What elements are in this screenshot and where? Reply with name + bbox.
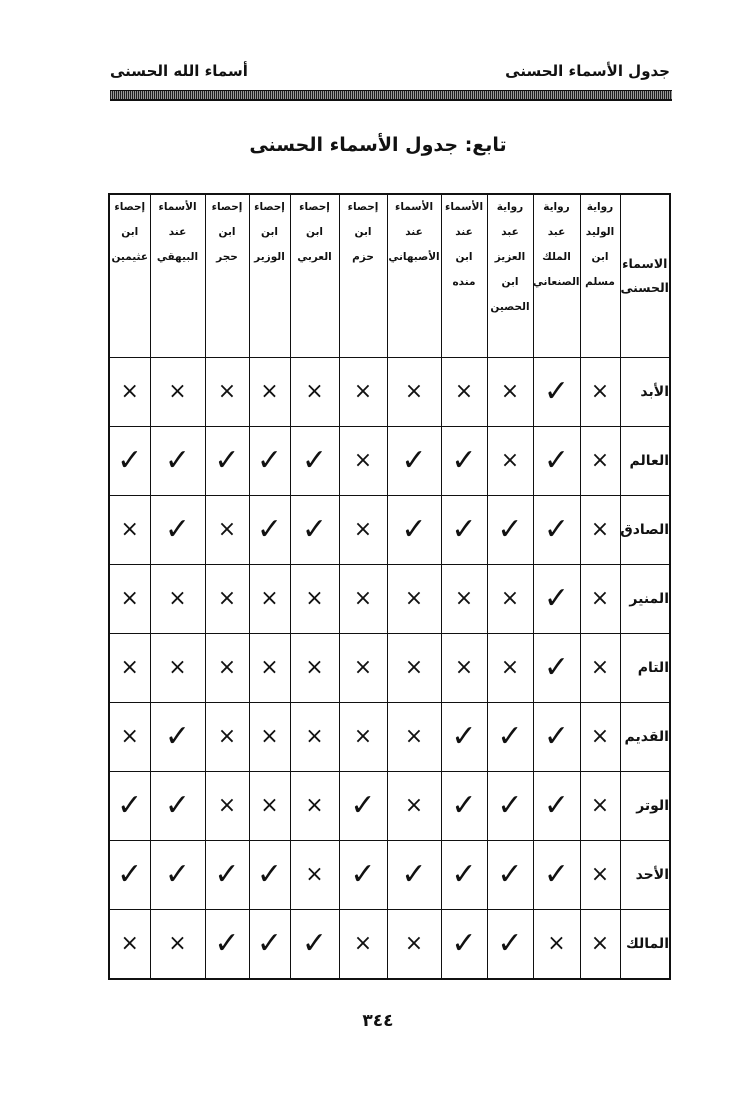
check-mark-icon: ✓ (497, 788, 523, 823)
mark-cell (339, 841, 387, 910)
check-mark-icon: ✓ (543, 374, 570, 409)
mark-cell (487, 358, 533, 427)
cross-mark-icon: × (260, 724, 279, 749)
column-header-line: إحصاء (254, 201, 285, 213)
mark-cell (387, 841, 441, 910)
mark-cell (249, 634, 290, 703)
mark-cell (109, 703, 150, 772)
column-header-line: عند (455, 226, 473, 238)
table-row (109, 910, 670, 980)
check-mark-icon: ✓ (117, 443, 143, 478)
column-header-line: عند (168, 226, 187, 238)
mark-cell (387, 634, 441, 703)
cross-mark-icon: × (590, 517, 610, 542)
column-header (487, 194, 533, 358)
column-header (339, 194, 387, 358)
mark-cell (205, 841, 249, 910)
mark-cell (249, 496, 290, 565)
mark-cell (339, 703, 387, 772)
check-mark-icon: ✓ (350, 857, 376, 892)
table-row (109, 634, 670, 703)
mark-cell (249, 358, 290, 427)
check-mark-icon: ✓ (401, 443, 427, 478)
running-head-left: أسماء الله الحسنى (110, 62, 248, 80)
table-row (109, 565, 670, 634)
cross-mark-icon: × (454, 655, 474, 680)
check-mark-icon: ✓ (301, 926, 328, 961)
mark-cell (249, 703, 290, 772)
mark-cell (109, 772, 150, 841)
mark-cell (387, 910, 441, 980)
mark-cell (205, 772, 249, 841)
cross-mark-icon: × (547, 931, 566, 956)
running-head-right: جدول الأسماء الحسنى (505, 62, 670, 80)
cross-mark-icon: × (590, 793, 610, 818)
mark-cell (441, 910, 487, 980)
mark-cell (387, 703, 441, 772)
row-name: الأحد (620, 841, 670, 910)
mark-cell (387, 358, 441, 427)
column-header (441, 194, 487, 358)
mark-cell (487, 703, 533, 772)
mark-cell (533, 358, 580, 427)
mark-cell (249, 910, 290, 980)
check-mark-icon: ✓ (543, 857, 570, 892)
check-mark-icon: ✓ (164, 857, 191, 892)
column-header-line: إحصاء (114, 201, 146, 213)
cross-mark-icon: × (217, 586, 237, 611)
mark-cell (580, 703, 620, 772)
column-header-line: منده (452, 276, 476, 288)
column-header-line: ابن (501, 276, 519, 288)
mark-cell (533, 427, 580, 496)
mark-cell (150, 703, 205, 772)
column-header-line: البيهقي (156, 251, 199, 263)
column-header-line: رواية (543, 201, 570, 213)
check-mark-icon: ✓ (451, 512, 477, 547)
column-header-line: ابن (354, 226, 372, 238)
column-header (205, 194, 249, 358)
row-name: المالك (620, 910, 670, 980)
mark-cell (441, 772, 487, 841)
mark-cell (290, 496, 339, 565)
mark-cell (339, 910, 387, 980)
mark-cell (441, 427, 487, 496)
mark-cell (290, 427, 339, 496)
mark-cell (533, 565, 580, 634)
column-header-line: ابن (306, 226, 323, 238)
mark-cell (441, 565, 487, 634)
check-mark-icon: ✓ (164, 788, 191, 823)
mark-cell (290, 703, 339, 772)
cross-mark-icon: × (500, 448, 520, 473)
mark-cell (580, 496, 620, 565)
column-header-line: ابن (455, 251, 473, 263)
mark-cell (533, 910, 580, 980)
row-name: الأبد (620, 358, 670, 427)
cross-mark-icon: × (404, 793, 424, 818)
mark-cell (387, 565, 441, 634)
mark-cell (441, 496, 487, 565)
mark-cell (249, 427, 290, 496)
column-header-line: الأصبهاني (388, 251, 440, 263)
mark-cell (290, 772, 339, 841)
column-header-line: إحصاء (299, 201, 330, 213)
column-header-line: الأسماء (158, 201, 197, 213)
mark-cell (441, 841, 487, 910)
cross-mark-icon: × (305, 862, 324, 887)
mark-cell (533, 496, 580, 565)
check-mark-icon: ✓ (214, 857, 240, 892)
mark-cell (580, 634, 620, 703)
row-name: العالم (620, 427, 670, 496)
check-mark-icon: ✓ (117, 788, 143, 823)
cross-mark-icon: × (120, 379, 139, 404)
mark-cell (109, 841, 150, 910)
column-header-line: ابن (218, 226, 236, 238)
mark-cell (580, 772, 620, 841)
mark-cell (339, 634, 387, 703)
mark-cell (487, 427, 533, 496)
mark-cell (533, 772, 580, 841)
mark-cell (109, 565, 150, 634)
column-header-line: إحصاء (347, 201, 379, 213)
column-header (150, 194, 205, 358)
check-mark-icon: ✓ (164, 719, 191, 754)
column-header-line: الصنعاني (532, 276, 580, 288)
mark-cell (290, 634, 339, 703)
table-row (109, 496, 670, 565)
column-header-line: عبد (547, 226, 566, 238)
row-name: الوتر (620, 772, 670, 841)
check-mark-icon: ✓ (117, 857, 143, 892)
column-header (249, 194, 290, 358)
mark-cell (441, 358, 487, 427)
mark-cell (205, 634, 249, 703)
column-header-line: الأسماء (444, 201, 484, 213)
cross-mark-icon: × (353, 724, 373, 749)
mark-cell (249, 565, 290, 634)
cross-mark-icon: × (120, 586, 139, 611)
check-mark-icon: ✓ (497, 512, 523, 547)
table-row (109, 772, 670, 841)
row-name: المنير (620, 565, 670, 634)
cross-mark-icon: × (217, 793, 237, 818)
mark-cell (580, 565, 620, 634)
cross-mark-icon: × (305, 793, 324, 818)
mark-cell (387, 496, 441, 565)
check-mark-icon: ✓ (256, 926, 283, 961)
cross-mark-icon: × (500, 655, 520, 680)
mark-cell (487, 634, 533, 703)
check-mark-icon: ✓ (164, 512, 191, 547)
cross-mark-icon: × (353, 586, 373, 611)
mark-cell (150, 634, 205, 703)
mark-cell (150, 427, 205, 496)
mark-cell (249, 841, 290, 910)
cross-mark-icon: × (404, 724, 424, 749)
mark-cell (339, 772, 387, 841)
cross-mark-icon: × (590, 724, 610, 749)
cross-mark-icon: × (168, 931, 187, 956)
mark-cell (339, 565, 387, 634)
cross-mark-icon: × (168, 379, 187, 404)
check-mark-icon: ✓ (451, 719, 477, 754)
cross-mark-icon: × (305, 655, 324, 680)
table-row (109, 358, 670, 427)
column-header-line: عثيمين (111, 251, 149, 263)
mark-cell (533, 703, 580, 772)
check-mark-icon: ✓ (164, 443, 191, 478)
mark-cell (205, 496, 249, 565)
table-header-row (109, 194, 670, 358)
column-header-line: ابن (121, 226, 139, 238)
page-number: ٣٤٤ (362, 1011, 394, 1031)
mark-cell (290, 910, 339, 980)
column-header-line: الاسماء (622, 256, 668, 271)
cross-mark-icon: × (120, 724, 139, 749)
cross-mark-icon: × (353, 517, 373, 542)
cross-mark-icon: × (260, 793, 279, 818)
column-header-line: الوليد (585, 226, 615, 238)
column-header-line: عند (405, 226, 423, 238)
cross-mark-icon: × (590, 931, 610, 956)
mark-cell (487, 772, 533, 841)
check-mark-icon: ✓ (497, 719, 523, 754)
mark-cell (290, 565, 339, 634)
mark-cell (150, 565, 205, 634)
check-mark-icon: ✓ (451, 926, 477, 961)
column-header-line: رواية (586, 201, 614, 213)
cross-mark-icon: × (590, 379, 610, 404)
cross-mark-icon: × (353, 379, 373, 404)
mark-cell (109, 496, 150, 565)
names-table (108, 193, 671, 980)
cross-mark-icon: × (260, 655, 279, 680)
cross-mark-icon: × (404, 931, 424, 956)
column-header-line: رواية (496, 201, 524, 213)
check-mark-icon: ✓ (301, 512, 328, 547)
check-mark-icon: ✓ (497, 926, 523, 961)
row-name: التام (620, 634, 670, 703)
column-header-line: ابن (591, 251, 609, 263)
mark-cell (487, 565, 533, 634)
mark-cell (290, 358, 339, 427)
column-header (387, 194, 441, 358)
cross-mark-icon: × (404, 586, 424, 611)
mark-cell (339, 358, 387, 427)
cross-mark-icon: × (353, 655, 373, 680)
cross-mark-icon: × (120, 931, 139, 956)
mark-cell (580, 427, 620, 496)
row-name: القديم (620, 703, 670, 772)
cross-mark-icon: × (217, 517, 237, 542)
cross-mark-icon: × (260, 379, 279, 404)
check-mark-icon: ✓ (214, 443, 240, 478)
mark-cell (580, 841, 620, 910)
mark-cell (150, 496, 205, 565)
cross-mark-icon: × (454, 379, 474, 404)
mark-cell (487, 496, 533, 565)
check-mark-icon: ✓ (401, 512, 427, 547)
cross-mark-icon: × (217, 655, 237, 680)
cross-mark-icon: × (590, 586, 610, 611)
column-header (580, 194, 620, 358)
mark-cell (249, 772, 290, 841)
mark-cell (533, 841, 580, 910)
mark-cell (150, 910, 205, 980)
cross-mark-icon: × (217, 379, 237, 404)
column-header-line: ابن (261, 226, 278, 238)
column-header-line: العزيز (494, 251, 526, 263)
mark-cell (205, 358, 249, 427)
cross-mark-icon: × (305, 379, 324, 404)
cross-mark-icon: × (454, 586, 474, 611)
cross-mark-icon: × (404, 379, 424, 404)
mark-cell (290, 841, 339, 910)
mark-cell (205, 427, 249, 496)
running-head (110, 58, 670, 84)
cross-mark-icon: × (353, 931, 373, 956)
check-mark-icon: ✓ (301, 443, 328, 478)
cross-mark-icon: × (404, 655, 424, 680)
table-row (109, 703, 670, 772)
column-header-line: حجر (216, 251, 238, 263)
cross-mark-icon: × (168, 655, 187, 680)
table-title: تابع: جدول الأسماء الحسنى (249, 134, 507, 156)
check-mark-icon: ✓ (451, 857, 477, 892)
check-mark-icon: ✓ (543, 719, 570, 754)
check-mark-icon: ✓ (350, 788, 376, 823)
mark-cell (109, 427, 150, 496)
cross-mark-icon: × (305, 724, 324, 749)
row-name: الصادق (620, 496, 670, 565)
table-row (109, 841, 670, 910)
mark-cell (109, 358, 150, 427)
column-header-line: الملك (542, 251, 571, 263)
table-body (109, 358, 670, 980)
check-mark-icon: ✓ (451, 788, 477, 823)
mark-cell (109, 634, 150, 703)
mark-cell (150, 358, 205, 427)
table-row (109, 427, 670, 496)
check-mark-icon: ✓ (214, 926, 240, 961)
column-header-line: العربي (297, 251, 332, 263)
mark-cell (205, 910, 249, 980)
check-mark-icon: ✓ (256, 857, 283, 892)
mark-cell (441, 703, 487, 772)
mark-cell (441, 634, 487, 703)
cross-mark-icon: × (260, 586, 279, 611)
cross-mark-icon: × (500, 379, 520, 404)
mark-cell (533, 634, 580, 703)
cross-mark-icon: × (120, 655, 139, 680)
mark-cell (109, 910, 150, 980)
column-header (533, 194, 580, 358)
check-mark-icon: ✓ (451, 443, 477, 478)
mark-cell (339, 427, 387, 496)
column-header (109, 194, 150, 358)
cross-mark-icon: × (120, 517, 139, 542)
check-mark-icon: ✓ (401, 857, 427, 892)
cross-mark-icon: × (217, 724, 237, 749)
check-mark-icon: ✓ (256, 512, 283, 547)
column-header-line: إحصاء (211, 201, 243, 213)
cross-mark-icon: × (590, 655, 610, 680)
mark-cell (150, 772, 205, 841)
check-mark-icon: ✓ (543, 650, 570, 685)
column-header-line: الوزير (254, 251, 285, 263)
check-mark-icon: ✓ (543, 788, 570, 823)
mark-cell (580, 910, 620, 980)
column-header-line: الأسماء (394, 201, 434, 213)
cross-mark-icon: × (590, 448, 610, 473)
check-mark-icon: ✓ (543, 443, 570, 478)
mark-cell (205, 703, 249, 772)
header-names-column (620, 194, 670, 358)
column-header-line: مسلم (585, 276, 615, 288)
cross-mark-icon: × (500, 586, 520, 611)
column-header-line: عبد (501, 226, 519, 238)
column-header-line: الحصين (490, 301, 530, 313)
check-mark-icon: ✓ (256, 443, 283, 478)
cross-mark-icon: × (590, 862, 610, 887)
cross-mark-icon: × (305, 586, 324, 611)
check-mark-icon: ✓ (543, 512, 570, 547)
cross-mark-icon: × (168, 586, 187, 611)
mark-cell (580, 358, 620, 427)
mark-cell (387, 427, 441, 496)
mark-cell (487, 841, 533, 910)
mark-cell (150, 841, 205, 910)
mark-cell (205, 565, 249, 634)
check-mark-icon: ✓ (543, 581, 570, 616)
mark-cell (487, 910, 533, 980)
mark-cell (387, 772, 441, 841)
column-header-line: الحسنى (620, 280, 669, 295)
cross-mark-icon: × (353, 448, 373, 473)
header-rule (110, 90, 672, 101)
check-mark-icon: ✓ (497, 857, 523, 892)
column-header-line: حزم (352, 251, 374, 263)
mark-cell (339, 496, 387, 565)
column-header (290, 194, 339, 358)
